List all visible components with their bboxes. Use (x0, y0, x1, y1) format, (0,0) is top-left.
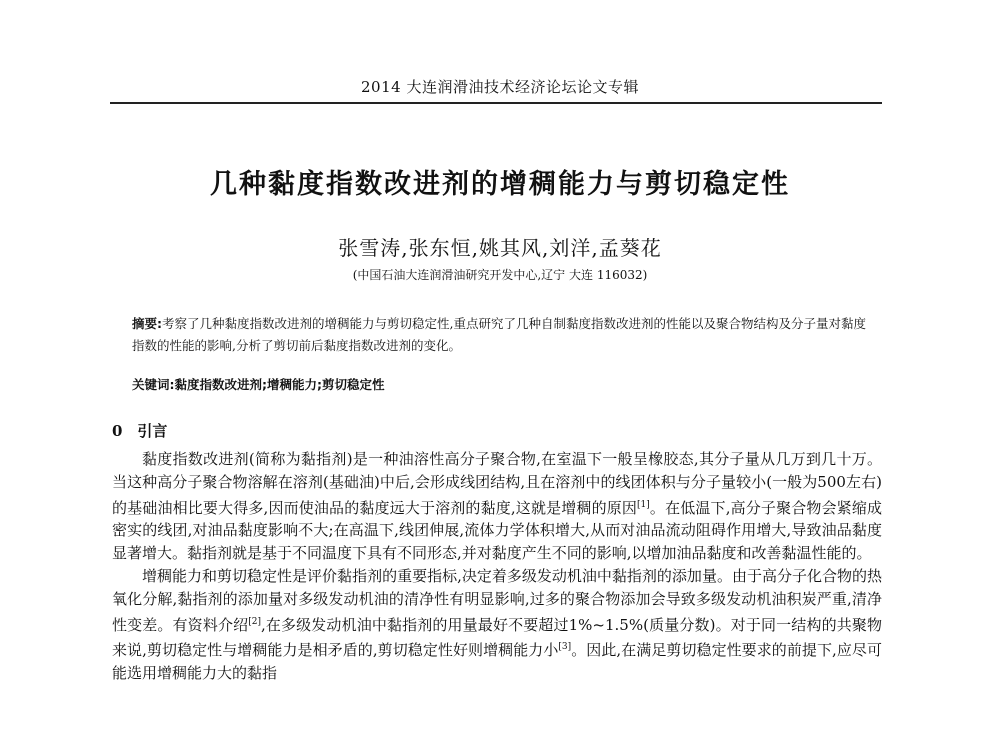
section-heading-introduction: 0 引言 (112, 422, 168, 440)
paper-affiliation: (中国石油大连润滑油研究开发中心,辽宁 大连 116032) (352, 268, 648, 282)
paper-title: 几种黏度指数改进剂的增稠能力与剪切稳定性 (210, 169, 790, 200)
keywords-label: 关键词: (132, 377, 175, 392)
keywords (132, 375, 872, 393)
paragraph-text: 。因此,在满足剪切稳定性要求的前提下,应尽可能选用增稠能力大的黏指 (112, 641, 882, 683)
paragraph-text: 。在低温下,高分子聚合物会紧缩成密实的线团,对油品黏度影响不大;在高温下,线团伸展,流体力学体积增大,从而对油品流动阻碍作用增大,导致油品黏度显著增大。黏指剂就是基于不同温度下具有不同形态,并对黏度产生不同的影响,以增加油品黏度和改善黏温性能的。 (112, 498, 882, 563)
citation-ref: [3] (558, 642, 572, 653)
paragraph-text: 黏度指数改进剂(简称为黏指剂)是一种油溶性高分子聚合物,在室温下一般呈橡胶态,其分子量从几万到几十万。当这种高分子聚合物溶解在溶剂(基础油)中后,会形成线团结构,且在溶剂中的线团体积与分子量较小(一般为500左右)的基础油相比要大得多,因而使油品的黏度远大于溶剂的黏度,这就是增稠的原因 (112, 450, 882, 517)
abstract-text: 考察了几种黏度指数改进剂的增稠能力与剪切稳定性,重点研究了几种自制黏度指数改进剂的性能以及聚合物结构及分子量对黏度指数的性能的影响,分析了剪切前后黏度指数改进剂的变化。 (132, 316, 866, 353)
keywords-text: 黏度指数改进剂;增稠能力;剪切稳定性 (174, 377, 385, 392)
running-header: 2014 大连润滑油技术经济论坛论文专辑 (361, 78, 639, 96)
citation-ref: [1] (637, 499, 650, 510)
abstract (132, 313, 872, 357)
body-text (112, 448, 882, 685)
abstract-label: 摘要: (132, 316, 162, 331)
paragraph (112, 448, 882, 565)
paragraph-text: 增稠能力和剪切稳定性是评价黏指剂的重要指标,决定着多级发动机油中黏指剂的添加量。由于高分子化合物的热氧化分解,黏指剂的添加量对多级发动机油的清净性有明显影响,过多的聚合物添加会导致多级发动机油积炭严重,清净性变差。有资料介绍 (112, 566, 882, 634)
paragraph (112, 565, 882, 685)
paper-authors: 张雪涛,张东恒,姚其风,刘洋,孟葵花 (338, 236, 662, 260)
citation-ref: [2] (248, 616, 261, 627)
header-rule (110, 102, 882, 104)
paragraph-text: ,在多级发动机油中黏指剂的用量最好不要超过1%~1.5%(质量分数)。对于同一结构的共聚物来说,剪切稳定性与增稠能力是相矛盾的,剪切稳定性好则增稠能力小 (112, 615, 882, 660)
